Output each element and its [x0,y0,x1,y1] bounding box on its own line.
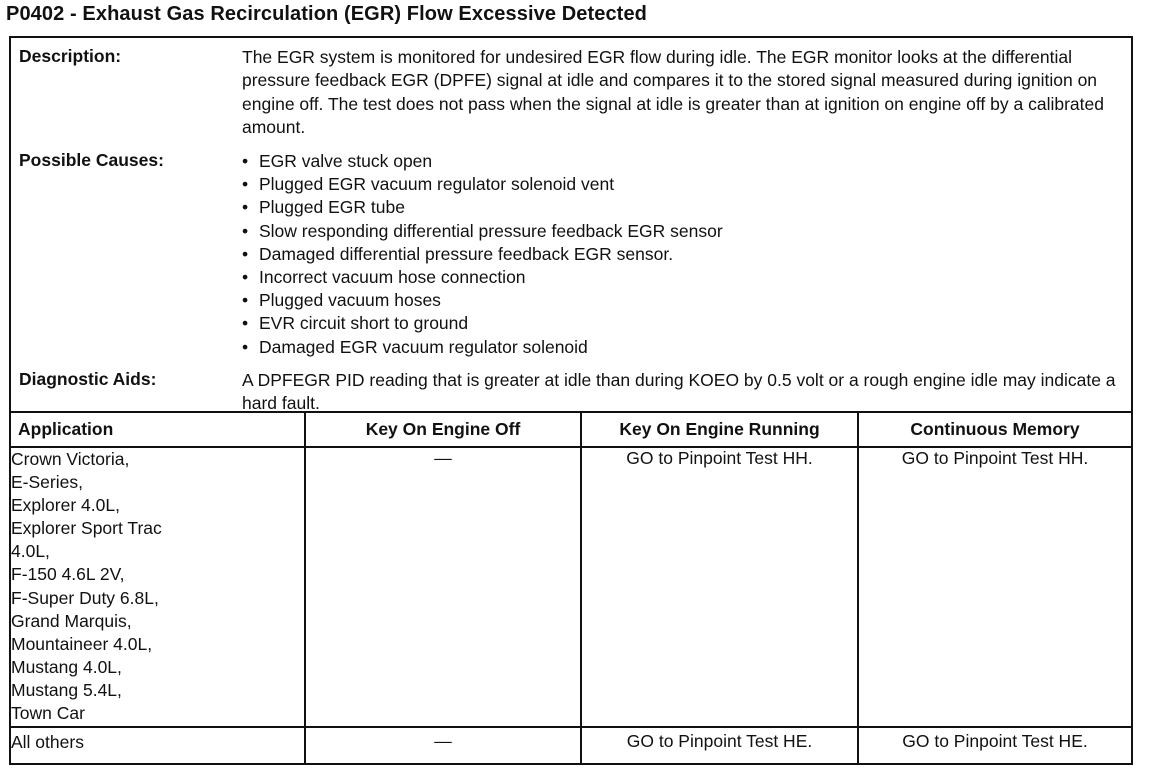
info-section [11,38,1131,413]
application-item: F-150 4.6L 2V, [11,564,125,585]
application-item: E-Series, [11,472,83,493]
cause-item: • Slow responding differential pressure feedback EGR sensor [242,220,723,243]
application-table [11,413,1131,763]
cause-item: • Damaged differential pressure feedback EGR sensor. [242,243,723,266]
table-header-row [11,413,1131,447]
table-row [11,447,1131,727]
application-item: Grand Marquis, [11,610,132,631]
header-continuous-memory: Continuous Memory [858,413,1131,447]
cause-item: • Plugged vacuum hoses [242,289,723,312]
cause-item: • Damaged EGR vacuum regulator solenoid [242,336,723,359]
application-item: Crown Victoria, [11,449,130,469]
header-koeo: Key On Engine Off [305,413,581,447]
page-title: P0402 - Exhaust Gas Recirculation (EGR) Flow Excessive Detected [6,3,647,25]
continuous-memory-cell: GO to Pinpoint Test HH. [858,447,1131,727]
application-item: Mustang 4.0L, [11,656,122,677]
application-item: F-Super Duty 6.8L, [11,587,159,608]
application-list-cell [11,447,305,727]
application-item: Town Car [11,703,85,724]
cause-item: • Plugged EGR vacuum regulator solenoid vent [242,173,723,196]
application-item: All others [11,732,84,752]
description-label: Description: [19,46,122,66]
koeo-cell: — [305,447,581,727]
application-item: 4.0L, [11,541,50,562]
diagnostic-box [9,36,1133,765]
continuous-memory-cell: GO to Pinpoint Test HE. [858,727,1131,763]
cause-item: • EVR circuit short to ground [242,312,723,335]
application-item: Mountaineer 4.0L, [11,633,153,654]
header-koer: Key On Engine Running [581,413,858,447]
possible-causes-label: Possible Causes: [19,150,164,170]
cause-item: • Incorrect vacuum hose connection [242,266,723,289]
diagnostic-aids-text: A DPFEGR PID reading that is greater at idle than during KOEO by 0.5 volt or a rough engine idle may indicate a hard fault. [242,370,1116,414]
koer-cell: GO to Pinpoint Test HH. [581,447,858,727]
application-item: Explorer Sport Trac [11,518,162,539]
koeo-cell: — [305,727,581,763]
application-item: Mustang 5.4L, [11,679,122,700]
diagnostic-aids-label: Diagnostic Aids: [19,369,157,389]
application-item: Explorer 4.0L, [11,495,120,516]
table-row [11,727,1131,763]
koer-cell: GO to Pinpoint Test HE. [581,727,858,763]
header-application: Application [11,413,305,447]
possible-causes-list [242,150,723,359]
description-text: The EGR system is monitored for undesired EGR flow during idle. The EGR monitor looks at the differential pressure feedback EGR (DPFE) signal at idle and compares it to the stored signal measured during ignition on engine off. The test does not pass when the signal at idle is greater than at ignition on engine off by a calibrated amount. [242,47,1104,137]
application-list-cell [11,727,305,763]
cause-item: • Plugged EGR tube [242,196,723,219]
cause-item: • EGR valve stuck open [242,150,723,173]
